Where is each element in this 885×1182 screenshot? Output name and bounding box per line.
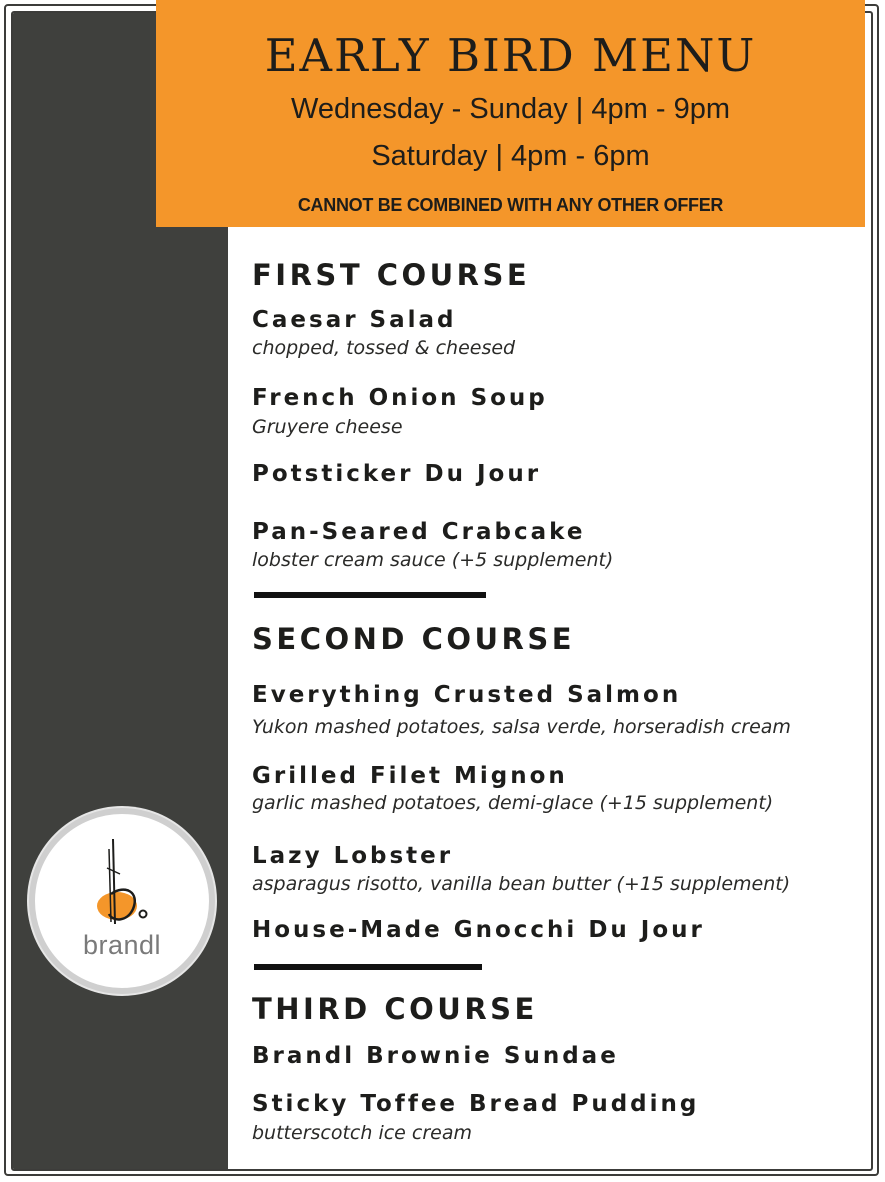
menu-item-name: Potsticker Du Jour (252, 461, 542, 487)
menu-item-name: Pan-Seared Crabcake (252, 519, 586, 545)
brandl-logo (29, 808, 215, 994)
menu-item-name: Grilled Filet Mignon (252, 763, 568, 789)
menu-item-name: Brandl Brownie Sundae (252, 1043, 619, 1069)
menu-item-desc: lobster cream sauce (+5 supplement) (252, 549, 614, 571)
menu-item-desc: Gruyere cheese (252, 416, 403, 438)
menu-title: EARLY BIRD MENU (264, 29, 757, 82)
brandl-b-logo-icon (85, 834, 155, 934)
section-divider (254, 964, 482, 970)
menu-item-name: Caesar Salad (252, 307, 457, 333)
menu-item-desc: butterscotch ice cream (252, 1122, 473, 1144)
second-course-title: SECOND COURSE (252, 622, 576, 656)
menu-item-name: House-Made Gnocchi Du Jour (252, 917, 705, 943)
section-divider (254, 592, 486, 598)
hours-saturday: Saturday | 4pm - 6pm (371, 140, 650, 172)
menu-item-desc: Yukon mashed potatoes, salsa verde, horseradish cream (252, 716, 791, 738)
menu-item-desc: garlic mashed potatoes, demi-glace (+15 supplement) (252, 792, 774, 814)
header-banner (156, 0, 865, 227)
offer-notice: CANNOT BE COMBINED WITH ANY OTHER OFFER (297, 195, 724, 215)
menu-item-name: Lazy Lobster (252, 843, 454, 869)
menu-item-desc: chopped, tossed & cheesed (252, 337, 516, 359)
menu-item-name: Sticky Toffee Bread Pudding (252, 1091, 700, 1117)
third-course-title: THIRD COURSE (252, 992, 538, 1026)
logo-wordmark: brandl (82, 930, 162, 960)
first-course-title: FIRST COURSE (252, 258, 531, 292)
menu-item-name: French Onion Soup (252, 385, 548, 411)
menu-item-desc: asparagus risotto, vanilla bean butter (+15 supplement) (252, 873, 791, 895)
menu-item-name: Everything Crusted Salmon (252, 682, 682, 708)
hours-weekday: Wednesday - Sunday | 4pm - 9pm (291, 93, 730, 125)
